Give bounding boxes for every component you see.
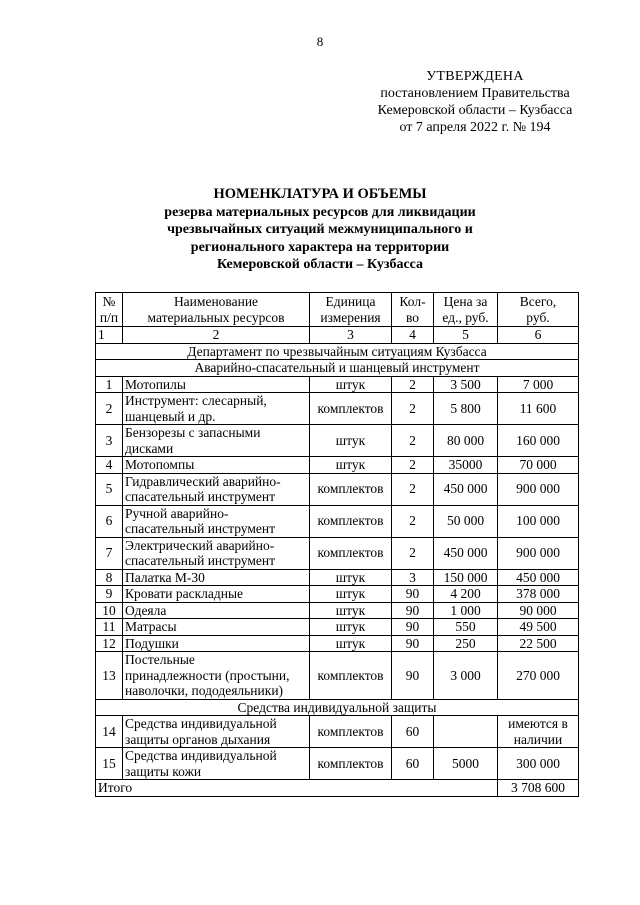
price-cell: 5 800 <box>434 393 498 425</box>
col-number: 2 <box>123 327 310 344</box>
title-line: резерва материальных ресурсов для ликвидации <box>164 204 476 220</box>
price-cell: 250 <box>434 635 498 652</box>
title-line: чрезвычайных ситуаций межмуниципального и <box>167 222 473 237</box>
table-row <box>96 586 579 603</box>
resource-name-line: Постельные <box>125 652 195 667</box>
resource-name-line: наволочки, пододеяльники) <box>125 683 284 698</box>
approved-date: от 7 апреля 2022 г. № 194 <box>399 120 551 135</box>
resource-name <box>123 652 310 700</box>
price-cell: 35000 <box>434 457 498 474</box>
resource-name-line: спасательный инструмент <box>125 553 275 568</box>
table-row <box>96 716 579 748</box>
row-number: 8 <box>96 569 123 586</box>
approved-line: постановлением Правительства <box>380 86 570 101</box>
row-number: 13 <box>96 652 123 700</box>
resource-name-line: Кровати раскладные <box>125 586 244 601</box>
qty-cell: 2 <box>392 473 434 505</box>
resource-name-line: Бензорезы с запасными <box>125 425 261 440</box>
unit-cell: штук <box>310 457 392 474</box>
qty-cell: 2 <box>392 505 434 537</box>
resource-name <box>123 619 310 636</box>
qty-cell: 60 <box>392 716 434 748</box>
section-row <box>96 699 579 716</box>
table-row <box>96 635 579 652</box>
total-cell: 900 000 <box>498 537 579 569</box>
resource-name-line: Электрический аварийно- <box>125 537 275 553</box>
page-number: 8 <box>316 34 324 49</box>
resource-name-line: Подушки <box>125 635 179 651</box>
resource-name <box>123 586 310 603</box>
table-row <box>96 457 579 474</box>
resource-name-line: защиты кожи <box>125 763 202 779</box>
price-cell: 150 000 <box>434 569 498 586</box>
qty-cell: 90 <box>392 602 434 619</box>
table-row <box>96 425 579 457</box>
resource-name-line: Мотопилы <box>125 376 186 392</box>
resource-name <box>123 635 310 652</box>
approved-heading: УТВЕРЖДЕНА <box>426 69 524 84</box>
resource-name-line: Средства индивидуальной <box>125 716 277 731</box>
qty-cell: 90 <box>392 619 434 636</box>
table-header-row <box>96 293 579 327</box>
total-row <box>96 780 579 797</box>
row-number: 6 <box>96 505 123 537</box>
resource-name <box>123 505 310 537</box>
col-number: 3 <box>310 327 392 344</box>
table-row <box>96 619 579 636</box>
approved-line: Кемеровской области – Кузбасса <box>377 103 573 118</box>
unit-cell: комплектов <box>310 393 392 425</box>
price-cell <box>434 716 498 748</box>
row-number: 1 <box>96 376 123 393</box>
total-cell: 70 000 <box>498 457 579 474</box>
resource-name-line: спасательный инструмент <box>125 521 275 536</box>
qty-cell: 2 <box>392 376 434 393</box>
total-cell: 450 000 <box>498 569 579 586</box>
total-cell: 90 000 <box>498 602 579 619</box>
table-row <box>96 652 579 700</box>
resource-name-line: шанцевый и др. <box>125 408 216 424</box>
unit-cell: штук <box>310 586 392 603</box>
header-num: № п/п <box>96 293 123 327</box>
col-number: 1 <box>96 327 123 344</box>
row-number: 15 <box>96 748 123 780</box>
price-cell: 450 000 <box>434 537 498 569</box>
unit-cell: штук <box>310 635 392 652</box>
table-row <box>96 393 579 425</box>
table-row <box>96 376 579 393</box>
row-number: 9 <box>96 586 123 603</box>
qty-cell: 2 <box>392 425 434 457</box>
unit-cell: комплектов <box>310 716 392 748</box>
qty-cell: 90 <box>392 586 434 603</box>
table-row <box>96 473 579 505</box>
resource-name <box>123 537 310 569</box>
total-cell: 378 000 <box>498 586 579 603</box>
header-name: Наименование материальных ресурсов <box>123 293 310 327</box>
table-row <box>96 569 579 586</box>
resource-name <box>123 457 310 474</box>
unit-cell: комплектов <box>310 652 392 700</box>
header-unit: Единица измерения <box>310 293 392 327</box>
resources-table <box>95 292 579 797</box>
resource-name-line: Одеяла <box>125 602 167 618</box>
resource-name-line: принадлежности (простыни, <box>125 667 290 683</box>
col-number: 6 <box>498 327 579 344</box>
header-total: Всего, руб. <box>498 293 579 327</box>
row-number: 10 <box>96 602 123 619</box>
unit-cell: штук <box>310 376 392 393</box>
resource-name-line: Инструмент: слесарный, <box>125 393 267 408</box>
qty-cell: 90 <box>392 635 434 652</box>
total-cell: 300 000 <box>498 748 579 780</box>
total-cell: 22 500 <box>498 635 579 652</box>
resource-name-line: Палатка М-30 <box>125 569 205 585</box>
row-number: 14 <box>96 716 123 748</box>
total-cell: 160 000 <box>498 425 579 457</box>
unit-cell: комплектов <box>310 748 392 780</box>
table-row <box>96 602 579 619</box>
section-title: Аварийно-спасательный и шанцевый инструмент <box>96 360 579 377</box>
department-row <box>96 343 579 360</box>
resource-name <box>123 569 310 586</box>
price-cell: 450 000 <box>434 473 498 505</box>
price-cell: 3 000 <box>434 652 498 700</box>
price-cell: 3 500 <box>434 376 498 393</box>
department-name: Департамент по чрезвычайным ситуациям Кузбасса <box>96 343 579 360</box>
resource-name-line: Гидравлический аварийно- <box>125 473 281 489</box>
resource-name-line: защиты органов дыхания <box>125 731 271 747</box>
row-number: 2 <box>96 393 123 425</box>
col-number: 4 <box>392 327 434 344</box>
total-cell: 270 000 <box>498 652 579 700</box>
total-cell: 100 000 <box>498 505 579 537</box>
resource-name-line: Мотопомпы <box>125 457 195 472</box>
resource-name <box>123 425 310 457</box>
column-numbers-row <box>96 327 579 344</box>
unit-cell: штук <box>310 619 392 636</box>
col-number: 5 <box>434 327 498 344</box>
row-number: 12 <box>96 635 123 652</box>
qty-cell: 2 <box>392 537 434 569</box>
resource-name-line: спасательный инструмент <box>125 489 275 504</box>
price-cell: 50 000 <box>434 505 498 537</box>
resource-name-line: дисками <box>125 440 174 456</box>
qty-cell: 2 <box>392 457 434 474</box>
qty-cell: 60 <box>392 748 434 780</box>
row-number: 7 <box>96 537 123 569</box>
total-label: Итого <box>96 780 498 797</box>
resource-name <box>123 716 310 748</box>
table-row <box>96 537 579 569</box>
approval-block <box>360 68 590 136</box>
qty-cell: 3 <box>392 569 434 586</box>
resource-name <box>123 393 310 425</box>
title-line: Кемеровской области – Кузбасса <box>216 257 424 272</box>
price-cell: 1 000 <box>434 602 498 619</box>
total-cell: 11 600 <box>498 393 579 425</box>
total-value: 3 708 600 <box>498 780 579 797</box>
title-heading: НОМЕНКЛАТУРА И ОБЪЕМЫ <box>213 186 427 202</box>
header-price: Цена за ед., руб. <box>434 293 498 327</box>
title-line: регионального характера на территории <box>190 239 450 255</box>
resource-name-line: Ручной аварийно- <box>125 505 229 521</box>
section-title: Средства индивидуальной защиты <box>96 699 579 716</box>
row-number: 11 <box>96 619 123 636</box>
total-cell: 900 000 <box>498 473 579 505</box>
unit-cell: штук <box>310 425 392 457</box>
unit-cell: штук <box>310 569 392 586</box>
price-cell: 5000 <box>434 748 498 780</box>
row-number: 4 <box>96 457 123 474</box>
unit-cell: штук <box>310 602 392 619</box>
row-number: 5 <box>96 473 123 505</box>
section-row <box>96 360 579 377</box>
qty-cell: 2 <box>392 393 434 425</box>
row-number: 3 <box>96 425 123 457</box>
price-cell: 4 200 <box>434 586 498 603</box>
unit-cell: комплектов <box>310 473 392 505</box>
total-cell: 49 500 <box>498 619 579 636</box>
unit-cell: комплектов <box>310 505 392 537</box>
resource-name <box>123 748 310 780</box>
resource-name <box>123 376 310 393</box>
resource-name-line: Средства индивидуальной <box>125 748 277 763</box>
total-cell: имеются в наличии <box>498 716 579 748</box>
resource-name-line: Матрасы <box>125 619 177 634</box>
qty-cell: 90 <box>392 652 434 700</box>
unit-cell: комплектов <box>310 537 392 569</box>
table-row <box>96 505 579 537</box>
header-qty: Кол-во <box>392 293 434 327</box>
resource-name <box>123 473 310 505</box>
price-cell: 80 000 <box>434 425 498 457</box>
price-cell: 550 <box>434 619 498 636</box>
table-row <box>96 748 579 780</box>
total-cell: 7 000 <box>498 376 579 393</box>
resource-name <box>123 602 310 619</box>
document-title <box>120 186 520 274</box>
